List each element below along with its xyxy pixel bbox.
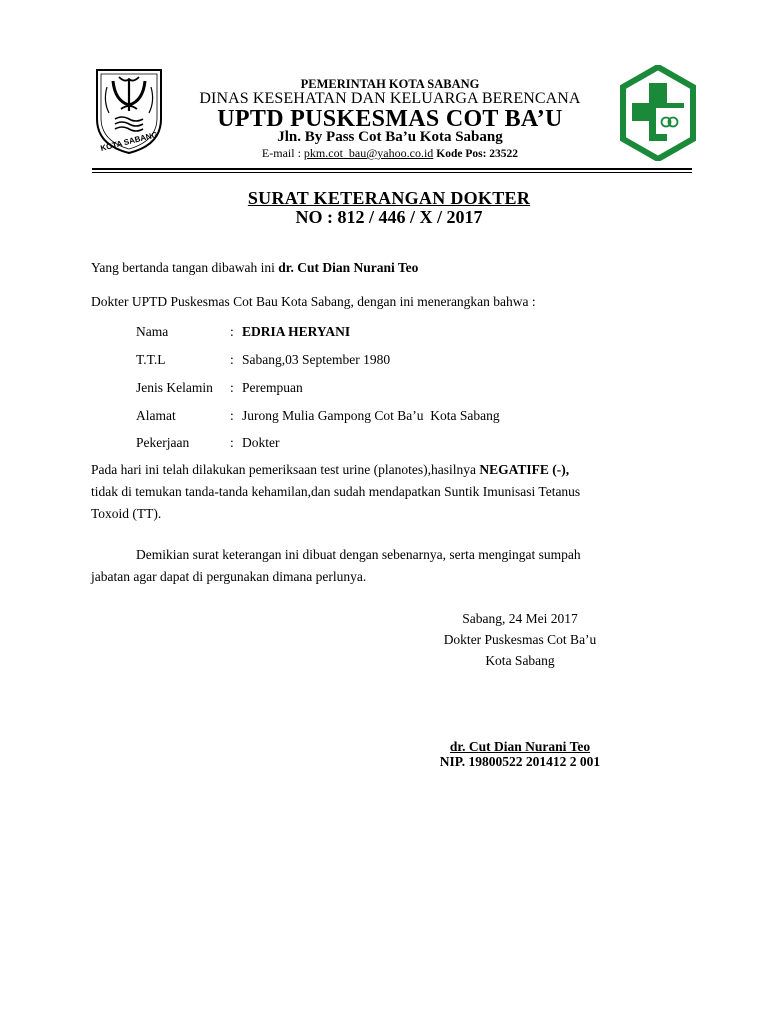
result-value: NEGATIFE (-), bbox=[479, 462, 570, 477]
signature-city: Kota Sabang bbox=[485, 653, 555, 668]
closing-line-2: jabatan agar dapat di pergunakan dimana perlunya. bbox=[91, 569, 367, 584]
intro-prefix: Yang bertanda tangan dibawah ini bbox=[91, 260, 279, 275]
signature-position: Dokter Puskesmas Cot Ba’u bbox=[443, 632, 597, 647]
signatory-name: dr. Cut Dian Nurani Teo bbox=[449, 739, 591, 754]
letter-title: SURAT KETERANGAN DOKTER bbox=[247, 188, 531, 208]
email-link[interactable]: pkm.cot_bau@yahoo.co.id bbox=[303, 146, 434, 160]
city-logo-text: KOTA SABANG bbox=[99, 130, 159, 153]
field-label: Jenis Kelamin bbox=[136, 380, 213, 395]
result-paragraph bbox=[91, 459, 681, 525]
statement-line: Dokter UPTD Puskesmas Cot Bau Kota Sabang, dengan ini menerangkan bahwa : bbox=[91, 294, 536, 309]
field-colon: : bbox=[230, 380, 234, 395]
puskesmas-health-logo bbox=[620, 65, 696, 161]
field-label: Nama bbox=[136, 324, 169, 339]
institution-name: UPTD PUSKESMAS COT BA’U bbox=[217, 106, 563, 132]
field-colon: : bbox=[230, 408, 234, 423]
field-value: Perempuan bbox=[242, 380, 303, 395]
contact-line bbox=[170, 146, 610, 161]
header-divider-thin bbox=[92, 172, 692, 173]
result-line-2: tidak di temukan tanda-tanda kehamilan,dan sudah mendapatkan Suntik Imunisasi Tetanus bbox=[91, 484, 581, 499]
department-name: DINAS KESEHATAN DAN KELUARGA BERENCANA bbox=[199, 90, 581, 107]
result-prefix: Pada hari ini telah dilakukan pemeriksaan test urine (planotes),hasilnya bbox=[91, 462, 480, 477]
field-row-nama bbox=[136, 322, 636, 342]
closing-line-1: Demikian surat keterangan ini dibuat dengan sebenarnya, serta mengingat sumpah bbox=[136, 547, 581, 562]
government-name: PEMERINTAH KOTA SABANG bbox=[300, 77, 480, 91]
field-label: Alamat bbox=[136, 408, 176, 423]
field-label: Pekerjaan bbox=[136, 435, 190, 450]
institution-address: Jln. By Pass Cot Ba’u Kota Sabang bbox=[277, 129, 503, 145]
field-row-jenis-kelamin bbox=[136, 378, 636, 398]
signature-place-date: Sabang, 24 Mei 2017 bbox=[462, 611, 578, 626]
letter-number: NO : 812 / 446 / X / 2017 bbox=[295, 207, 483, 227]
header-divider-thick bbox=[92, 168, 692, 170]
signatory-nip: NIP. 19800522 201412 2 001 bbox=[439, 754, 601, 769]
field-value: Jurong Mulia Gampong Cot Ba’u Kota Sabang bbox=[242, 408, 500, 423]
intro-doctor-name: dr. Cut Dian Nurani Teo bbox=[278, 260, 419, 275]
field-colon: : bbox=[230, 352, 234, 367]
field-row-pekerjaan bbox=[136, 433, 636, 453]
email-label: E-mail : bbox=[261, 146, 301, 160]
closing-paragraph bbox=[91, 544, 681, 588]
field-value: EDRIA HERYANI bbox=[242, 324, 351, 339]
field-colon: : bbox=[230, 324, 234, 339]
field-label: T.T.L bbox=[136, 352, 166, 367]
city-emblem-logo bbox=[93, 67, 165, 155]
field-row-alamat bbox=[136, 406, 636, 426]
intro-line bbox=[91, 258, 681, 278]
result-line-1 bbox=[91, 459, 681, 481]
field-value: Sabang,03 September 1980 bbox=[242, 352, 391, 367]
field-colon: : bbox=[230, 435, 234, 450]
field-row-ttl bbox=[136, 350, 636, 370]
result-line-3: Toxoid (TT). bbox=[91, 506, 162, 521]
postal-code: Kode Pos: 23522 bbox=[436, 148, 519, 160]
field-value: Dokter bbox=[242, 435, 280, 450]
